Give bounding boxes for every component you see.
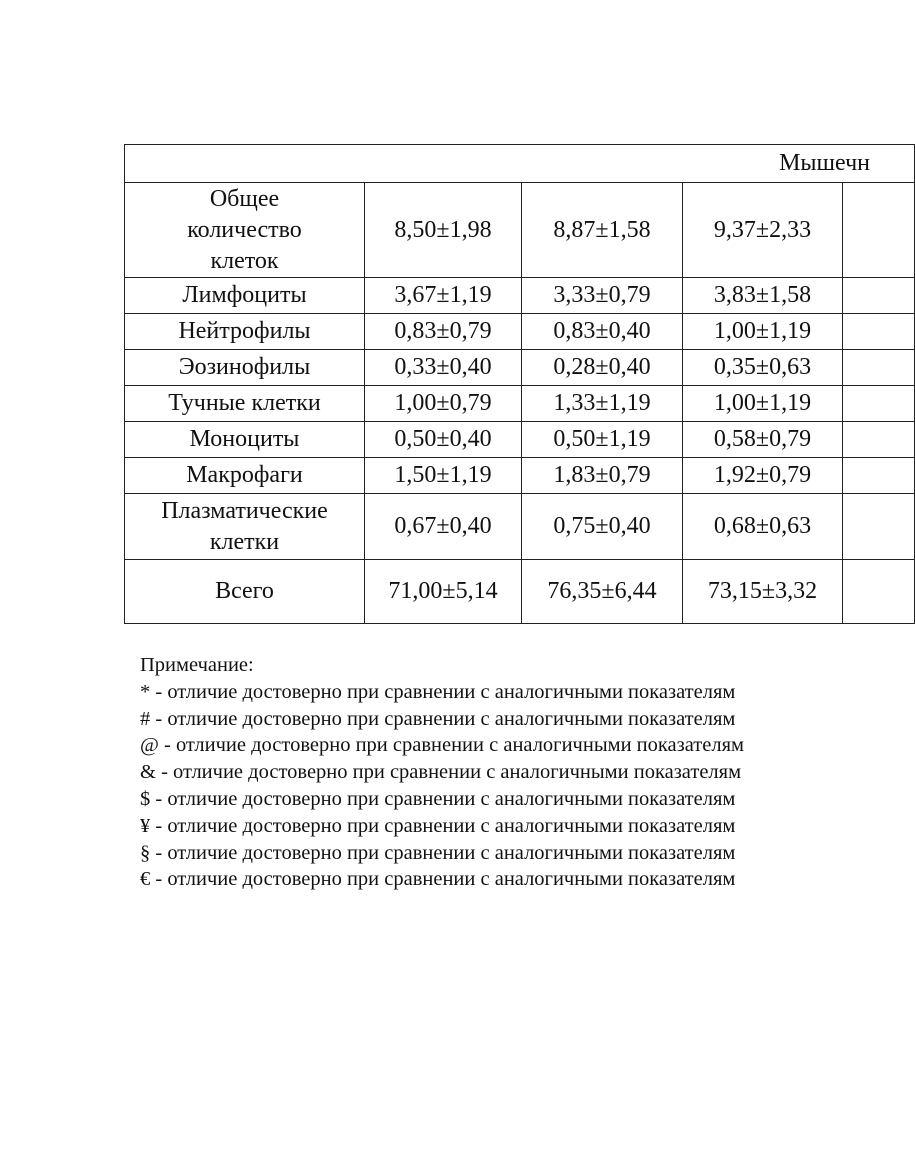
footnote-item: # - отличие достоверно при сравнении с аналогичными показателям <box>140 707 736 730</box>
table-cell: 73,15±3,32 <box>683 560 843 624</box>
table-row <box>125 458 915 494</box>
table-cell-clipped <box>843 183 915 278</box>
footnotes-title: Примечание: <box>140 654 254 676</box>
table-cell-clipped <box>843 494 915 560</box>
cell-count-table <box>124 144 915 624</box>
table-cell: 1,00±0,79 <box>365 386 522 422</box>
table-row <box>125 314 915 350</box>
footnote-item: € - отличие достоверно при сравнении с аналогичными показателям <box>140 868 736 891</box>
table-cell: 76,35±6,44 <box>522 560 683 624</box>
footnote-item: & - отличие достоверно при сравнении с аналогичными показателям <box>140 761 742 784</box>
row-label: Моноциты <box>125 422 365 458</box>
table-row <box>125 278 915 314</box>
row-label: Лимфоциты <box>125 278 365 314</box>
table-cell: 8,87±1,58 <box>522 183 683 278</box>
section-header-cell <box>125 145 915 183</box>
table-cell-clipped <box>843 314 915 350</box>
row-label: Нейтрофилы <box>125 314 365 350</box>
footnote-item: * - отличие достоверно при сравнении с аналогичными показателям <box>140 680 736 703</box>
table-cell: 0,33±0,40 <box>365 350 522 386</box>
row-label: Макрофаги <box>125 458 365 494</box>
table-cell: 3,83±1,58 <box>683 278 843 314</box>
table-cell: 0,67±0,40 <box>365 494 522 560</box>
table-section-row <box>125 145 915 183</box>
row-label: Плазматические клетки <box>125 494 365 560</box>
row-label: Тучные клетки <box>125 386 365 422</box>
table-row <box>125 350 915 386</box>
table-row <box>125 494 915 560</box>
table-row <box>125 183 915 278</box>
table-cell: 0,58±0,79 <box>683 422 843 458</box>
table-cell: 1,83±0,79 <box>522 458 683 494</box>
row-label: Всего <box>125 560 365 624</box>
row-label: Эозинофилы <box>125 350 365 386</box>
table-cell-clipped <box>843 422 915 458</box>
table-row <box>125 386 915 422</box>
footnote-item: ¥ - отличие достоверно при сравнении с аналогичными показателям <box>140 814 736 837</box>
table-cell: 1,33±1,19 <box>522 386 683 422</box>
table-row-total <box>125 560 915 624</box>
table-cell: 0,83±0,79 <box>365 314 522 350</box>
table-cell-clipped <box>843 278 915 314</box>
table-cell-clipped <box>843 560 915 624</box>
table-cell: 9,37±2,33 <box>683 183 843 278</box>
table-cell: 71,00±5,14 <box>365 560 522 624</box>
table-cell: 0,68±0,63 <box>683 494 843 560</box>
table-cell: 3,33±0,79 <box>522 278 683 314</box>
table-row <box>125 422 915 458</box>
table-cell: 1,50±1,19 <box>365 458 522 494</box>
table-cell-clipped <box>843 350 915 386</box>
table-cell: 0,75±0,40 <box>522 494 683 560</box>
table-cell: 0,83±0,40 <box>522 314 683 350</box>
footnote-item: § - отличие достоверно при сравнении с аналогичными показателям <box>140 841 736 864</box>
footnotes <box>140 652 900 893</box>
table-cell: 3,67±1,19 <box>365 278 522 314</box>
table-cell: 1,00±1,19 <box>683 386 843 422</box>
table-cell: 8,50±1,98 <box>365 183 522 278</box>
section-header: Мышечн <box>779 150 870 176</box>
footnote-item: $ - отличие достоверно при сравнении с аналогичными показателям <box>140 787 736 810</box>
table-cell: 0,50±0,40 <box>365 422 522 458</box>
table-cell: 0,50±1,19 <box>522 422 683 458</box>
table-cell-clipped <box>843 386 915 422</box>
table-cell: 0,35±0,63 <box>683 350 843 386</box>
table-cell: 0,28±0,40 <box>522 350 683 386</box>
table-cell: 1,92±0,79 <box>683 458 843 494</box>
footnote-item: @ - отличие достоверно при сравнении с аналогичными показателям <box>140 734 744 757</box>
row-label: Общее количество клеток <box>125 183 365 278</box>
table-cell: 1,00±1,19 <box>683 314 843 350</box>
table-cell-clipped <box>843 458 915 494</box>
